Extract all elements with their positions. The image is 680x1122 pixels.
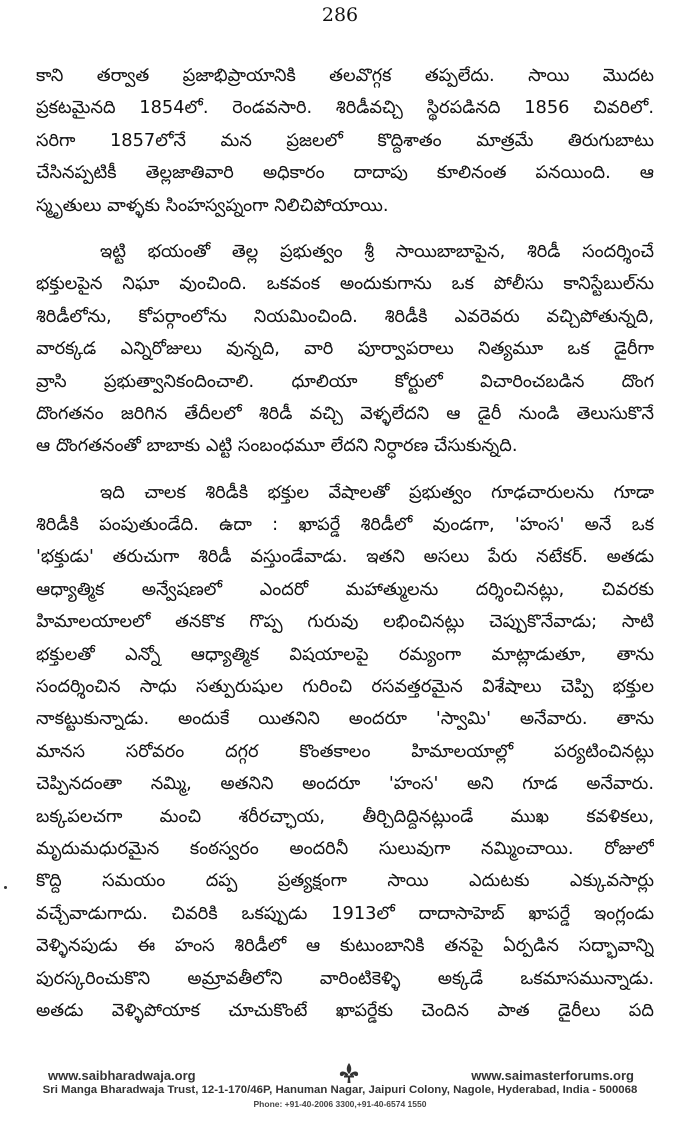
text-line: కాని తర్వాత ప్రజాభిప్రాయానికి తలవొగ్గక తప్పలేదు. సాయి మొదట <box>36 65 654 86</box>
text-line: స్మృతులు వాళ్ళకు సింహస్వప్నంగా నిలిచిపోయాయి. <box>36 194 389 216</box>
text-line: శిరిడీలోను, కోపర్గాంలోను నియమించింది. శిరిడీకి ఎవరెవరు వచ్చిపోతున్నది, <box>36 305 654 327</box>
footer-phone: Phone: +91-40-2006 3300,+91-40-6574 1550 <box>253 1099 427 1109</box>
text-line: భక్తులతో ఎన్నో ఆధ్యాత్మిక విషయాలపై రమ్యంగా మాట్లాడుతూ, తాను <box>36 643 654 665</box>
text-line: వెళ్ళినపుడు ఈ హంస శిరిడీలో ఆ కుటుంబానికి తనపై ఏర్పడిన సద్భావాన్ని <box>36 935 654 957</box>
text-line: ప్రకటమైనది 1854లో. రెండవసారి. శిరిడీవచ్చి స్థిరపడినది 1856 చివరిలో. <box>36 97 654 119</box>
text-line: మానస సరోవరం దగ్గర కొంతకాలం హిమాలయాల్లో పర్యటించినట్లు <box>36 740 654 762</box>
text-line: బక్కపలచగా మంచి శరీరచ్ఛాయ, తీర్చిదిద్దినట్లుండే ముఖ కవళికలు, <box>36 805 654 827</box>
fleur-de-lis-icon <box>337 1062 361 1084</box>
body-text <box>36 60 654 1027</box>
footer-website-right[interactable]: www.saimasterforums.org <box>471 1068 634 1083</box>
stray-dot-mark <box>4 886 7 889</box>
text-line: శిరిడీకి పంపుతుండేది. ఉదా : ఖాపర్డే శిరిడీలో వుండగా, 'హంస' అనే ఒక <box>36 514 654 536</box>
text-line: భక్తులపైన నిఘా వుంచింది. ఒకవంక అందుకుగాను ఒక పోలీసు కానిస్టేబుల్‌ను <box>36 273 654 295</box>
page-footer <box>0 1060 680 1122</box>
text-line: ఆ దొంగతనంతో బాబాకు ఎట్టి సంబంధమూ లేదని నిర్ధారణ చేసుకున్నది. <box>36 435 518 457</box>
text-line: మృదుమధురమైన కంఠస్వరం అందరినీ సులువుగా నమ్మించాయి. రోజులో <box>36 837 654 859</box>
text-line: అతడు వెళ్ళిపోయాక చూచుకొంటే ఖాపర్డేకు చెందిన పాత డైరీలు పది <box>36 999 654 1021</box>
text-line: వ్రాసి ప్రభుత్వానికందించాలి. ధూలియా కోర్టులో విచారించబడిన దొంగ <box>36 370 654 392</box>
paragraph-3 <box>36 477 654 1028</box>
text-line: ఆధ్యాత్మిక అన్వేషణలో ఎందరో మహాత్ములను దర్శించినట్లు, చివరకు <box>36 578 654 600</box>
page-number: 286 <box>321 4 359 26</box>
text-line: వారక్కడ ఎన్నిరోజులు వున్నది, వారి పూర్వాపరాలు నిత్యమూ ఒక డైరీగా <box>36 338 654 360</box>
paragraph-2 <box>36 236 654 463</box>
text-line: ఇది చాలక శిరిడీకి భక్తుల వేషాలతో ప్రభుత్వం గూఢచారులను గూడా <box>100 481 654 503</box>
text-line: చేసినప్పటికీ తెల్లజాతివారి అధికారం దాదాపు కూలినంత పనయింది. ఆ <box>36 162 654 184</box>
text-line: సరిగా 1857లోనే మన ప్రజలలో కొద్దిశాతం మాత్రమే తిరుగుబాటు <box>36 129 654 151</box>
footer-address: Sri Manga Bharadwaja Trust, 12-1-170/46P, Hanuman Nagar, Jaipuri Colony, Nagole, Hyderabad, India - 500068 <box>42 1084 638 1096</box>
text-line: సందర్శించిన సాధు సత్పురుషుల గురించి రసవత్తరమైన విశేషాలు చెప్పి భక్తుల <box>36 676 654 698</box>
text-line: కొద్ది సమయం దప్ప ప్రత్యక్షంగా సాయి ఎదుటకు ఎక్కువసార్లు <box>36 870 654 892</box>
text-line: వచ్చేవాడుగాదు. చివరికి ఒకప్పుడు 1913లో దాదాసాహెబ్ ఖాపర్డే ఇంగ్లండు <box>36 902 654 924</box>
text-line: చెప్పినదంతా నమ్మి, అతనిని అందరూ 'హంస' అని గూడ అనేవారు. <box>36 773 654 795</box>
text-line: పురస్కరించుకొని అమ్రావతీలోని వారింటికెళ్ళి అక్కడే ఒకమాసమున్నాడు. <box>36 967 654 989</box>
text-line: హిమాలయాలలో తనకొక గొప్ప గురువు లభించినట్లు చెప్పుకొనేవాడు; సాటి <box>36 611 654 633</box>
text-line: ఇట్టి భయంతో తెల్ల ప్రభుత్వం శ్రీ సాయిబాబాపైన, శిరిడీ సందర్శించే <box>100 240 654 262</box>
text-line: దొంగతనం జరిగిన తేదీలలో శిరిడీ వచ్చి వెళ్ళలేదని ఆ డైరీ నుండి తెలుసుకొనే <box>36 402 654 424</box>
paragraph-1 <box>36 60 654 222</box>
text-line: నాకట్టుకున్నాడు. అందుకే యితనిని అందరూ 'స్వామి' అనేవారు. తాను <box>36 708 654 730</box>
text-line: 'భక్తుడు' తరుచుగా శిరిడీ వస్తుండేవాడు. ఇతని అసలు పేరు నటేకర్. అతడు <box>36 546 654 568</box>
footer-website-left[interactable]: www.saibharadwaja.org <box>48 1068 196 1083</box>
